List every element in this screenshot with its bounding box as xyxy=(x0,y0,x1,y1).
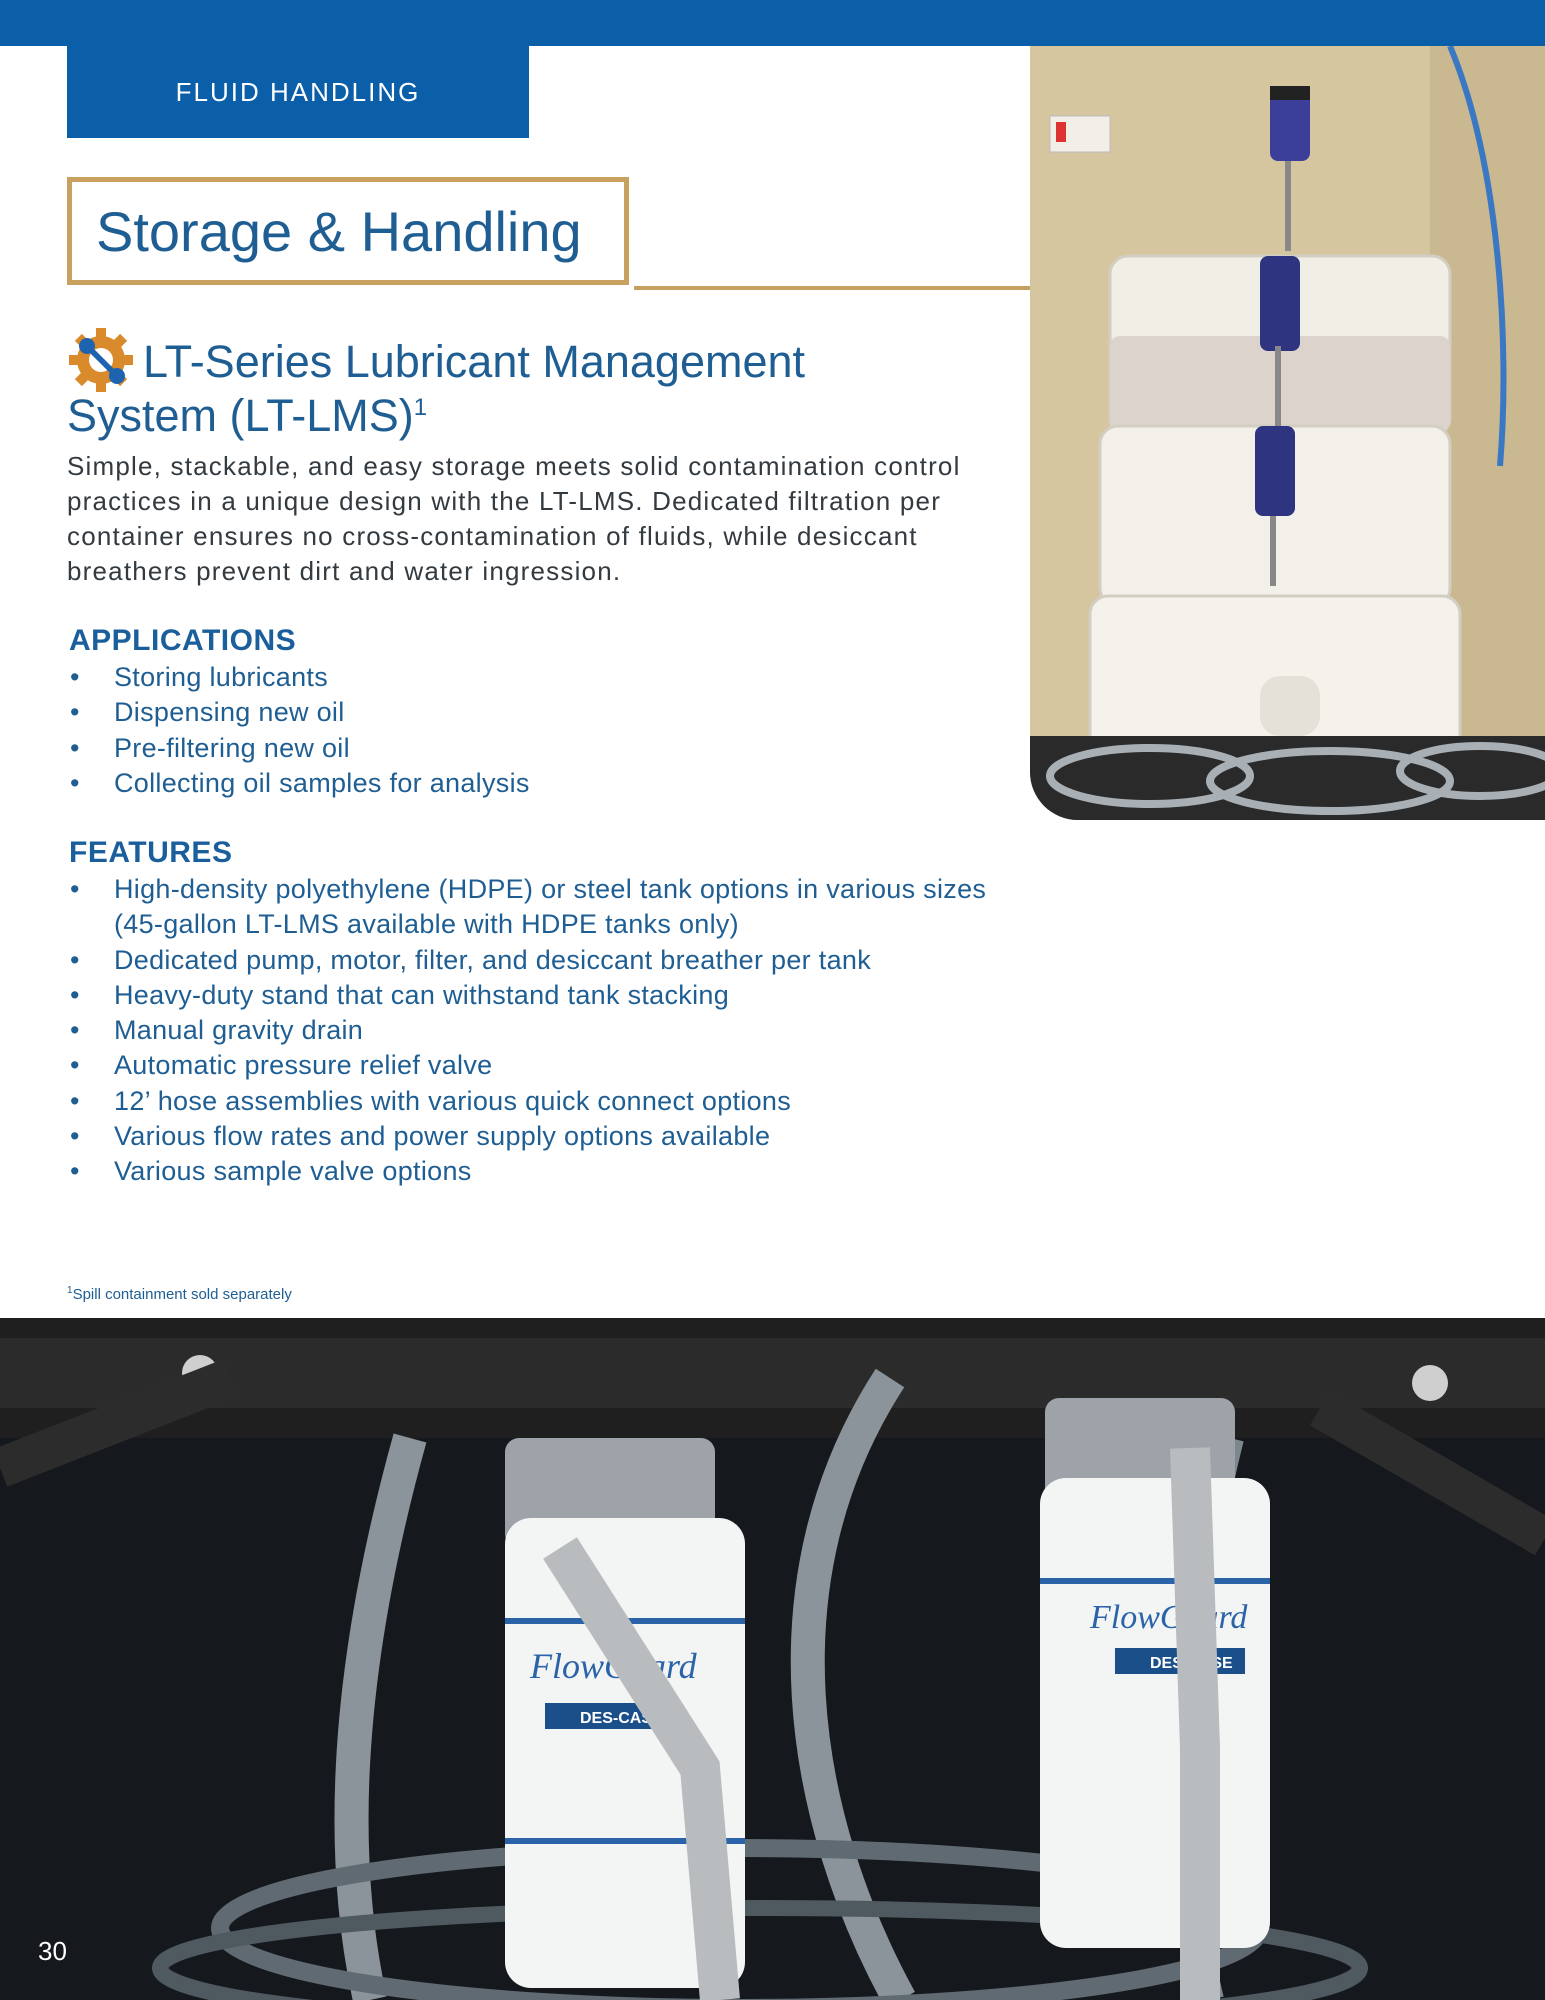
product-name-line2-text: System (LT-LMS) xyxy=(67,390,414,441)
product-photo-filters xyxy=(0,1318,1545,2000)
list-item: • Heavy-duty stand that can withstand tank stacking xyxy=(67,978,986,1013)
section-label: FLUID HANDLING xyxy=(175,76,421,107)
list-item: • Manual gravity drain xyxy=(67,1013,986,1048)
footnote-text: Spill containment sold separately xyxy=(72,1286,292,1303)
product-description: Simple, stackable, and easy storage meets solid contamination control practices in a unique design with the LT-LMS. Dedicated filtration per container ensures no cross-contamination of fluids, while desiccant breathers prevent dirt and water ingression. xyxy=(67,451,961,586)
list-item: • High-density polyethylene (HDPE) or steel tank options in various sizes xyxy=(67,872,986,907)
list-item-continuation: (45-gallon LT-LMS available with HDPE tanks only) xyxy=(114,909,739,940)
filter-maker-label-2: DES-CASE xyxy=(1150,1655,1233,1672)
list-item: • Automatic pressure relief valve xyxy=(67,1048,986,1083)
list-item: • Various sample valve options xyxy=(67,1154,986,1189)
page-title-box xyxy=(67,177,629,285)
footnote xyxy=(67,1285,292,1303)
features-list xyxy=(67,872,986,1190)
list-item: • Dedicated pump, motor, filter, and desiccant breather per tank xyxy=(67,943,986,978)
product-photo-tanks xyxy=(1030,46,1545,820)
applications-list xyxy=(67,660,530,801)
filter-brand-label-2: FlowGuard xyxy=(1090,1599,1248,1636)
section-tab xyxy=(67,46,529,138)
title-underline xyxy=(634,286,1030,290)
footnote-ref: 1 xyxy=(413,394,428,421)
filter-brand-label-1: FlowGuard xyxy=(530,1646,697,1686)
page-title: Storage & Handling xyxy=(96,199,582,263)
list-item: • Various flow rates and power supply options available xyxy=(67,1119,986,1154)
list-item: • Storing lubricants xyxy=(67,660,530,695)
list-item: • Collecting oil samples for analysis xyxy=(67,766,530,801)
features-heading: FEATURES xyxy=(69,836,233,869)
applications-heading: APPLICATIONS xyxy=(69,624,297,657)
list-item: • Dispensing new oil xyxy=(67,695,530,730)
page-number: 30 xyxy=(38,1936,67,1966)
product-name-line1: LT-Series Lubricant Management xyxy=(143,336,806,387)
gear-wrench-icon xyxy=(67,326,135,394)
list-item: • Pre-filtering new oil xyxy=(67,731,530,766)
footnote-mark: 1 xyxy=(67,1285,73,1296)
top-bar xyxy=(0,0,1545,46)
filter-maker-label-1: DES-CASE xyxy=(580,1710,663,1727)
product-name-line2 xyxy=(67,390,427,442)
list-item: • 12’ hose assemblies with various quick connect options xyxy=(67,1084,986,1119)
